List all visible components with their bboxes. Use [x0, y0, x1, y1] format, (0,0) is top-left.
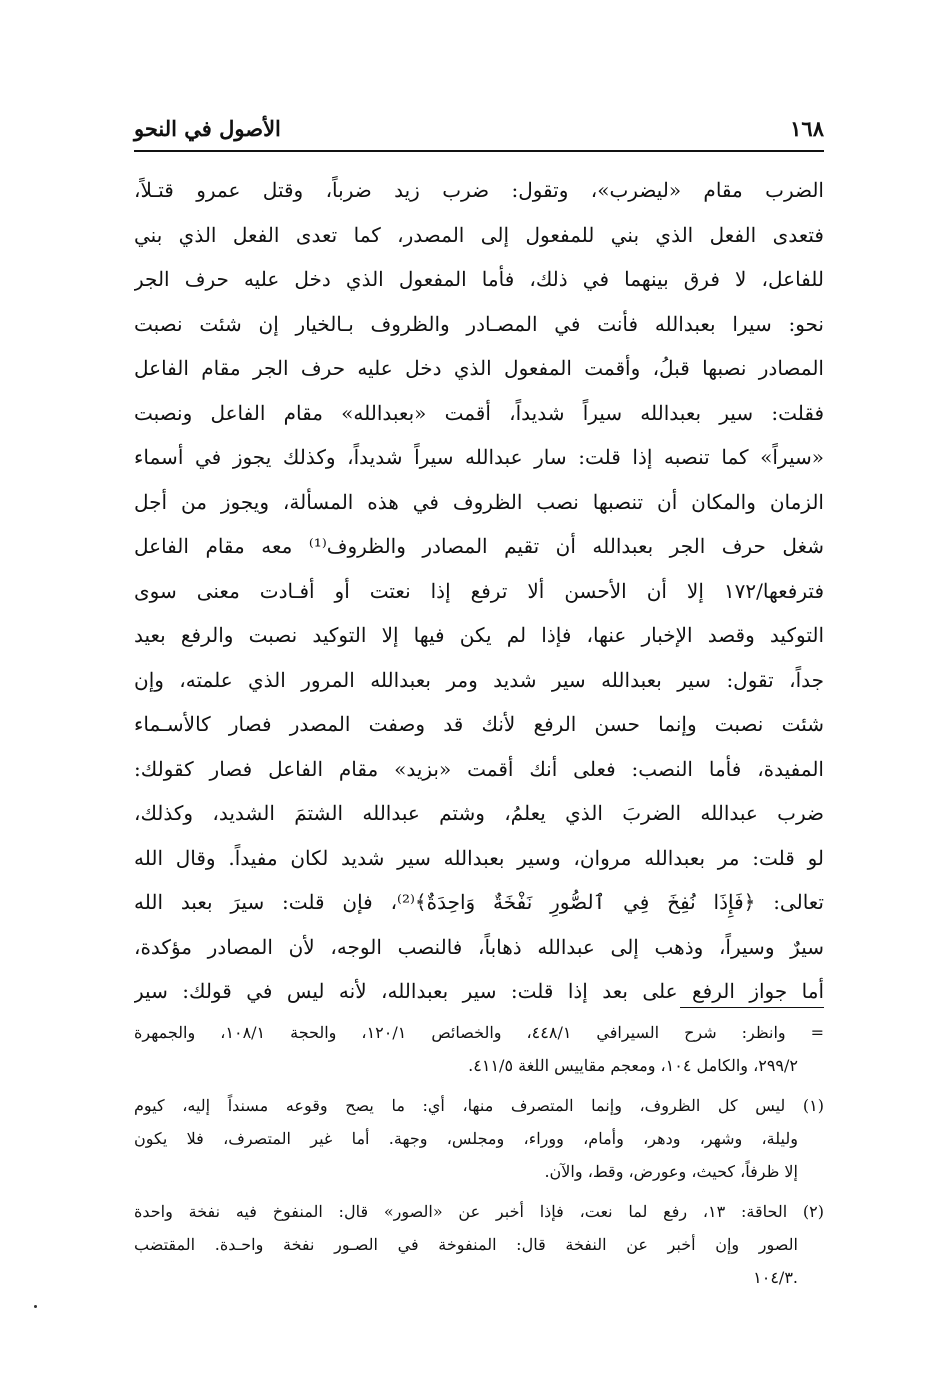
footnote-2 — [134, 1195, 824, 1294]
body-line: ضرب عبدالله الضربَ الذي يعلمُ، وشتم عبدالله الشتمَ الشديد، وكذلك، — [134, 801, 824, 825]
body-line: فتعدى الفعل الذي بني للمفعول إلى المصدر، كما تعدى الفعل الذي بني — [134, 222, 824, 247]
body-line: «سيراً» كما تنصبه إذا قلت: سار عبدالله سيراً شديداً، وكذلك يجوز في أسماء — [134, 445, 824, 469]
header-rule — [134, 150, 824, 152]
body-line: المفيدة، فأما النصب: فعلى أنك أقمت «بزيد» مقام الفاعل فصار كقولك: — [134, 756, 824, 781]
body-line: فترفعها/١٧٢ إلا أن الأحسن ألا ترفع إذا نعتت أو أفـادت معنى سوى — [134, 578, 824, 603]
page-header — [134, 112, 824, 146]
body-line: التوكيد وقصد الإخبار عنها، فإذا لم يكن فيها إلا التوكيد نصبت والرفع بعيد — [134, 623, 824, 647]
footnote-line: .١٠٤/٣ — [753, 1268, 798, 1287]
scan-speck — [34, 1305, 37, 1308]
footnote-line: وليلة، وشهر، ودهر، وأمام، ووراء، ومجلس، وجهة. أما غير المتصرف، فلا يكون — [134, 1129, 798, 1148]
body-line: أما جواز الرفع على بعد إذا قلت: سير بعبدالله، لأنه ليس في قولك: سير — [134, 979, 824, 1003]
body-line: المصادر نصبها قبلُ، وأقمت المفعول الذي دخل عليه حرف الجر مقام الفاعل — [134, 356, 824, 380]
body-line: فقلت: سير بعبدالله سيراً شديداً، أقمت «بعبدالله» مقام الفاعل ونصبت — [134, 400, 824, 425]
running-title: الأصول في النحو — [134, 116, 281, 141]
page-number: ١٦٨ — [790, 116, 824, 141]
body-line: الضرب مقام «ليضرب»، وتقول: ضرب زيد ضرباً، وقتل عمرو قتـلاً، — [134, 178, 824, 202]
body-line: شئت نصبت وإنما حسن الرفع لأنك قد وصفت المصدر فصار كالأسـماء — [134, 712, 824, 736]
footnote-line: إلا ظرفاً، كحيث، وعورض، وقط، والآن. — [544, 1162, 798, 1181]
body-line: نحو: سيرا بعبدالله فأنت في المصـادر والظروف بـالخيار إن شئت نصبت — [134, 311, 824, 336]
footnote-line: ٢٩٩/٢، والكامل ١٠٤، ومعجم مقاييس اللغة ٤١١/٥. — [468, 1056, 798, 1075]
body-line: شغل حرف الجر بعبدالله أن تقيم المصادر والظروف⁽¹⁾ معه مقام الفاعل — [134, 534, 824, 558]
body-line: تعالى: ﴿فَإِذَا نُفِخَ فِي ٱلصُّورِ نَفْخَةٌ وَاحِدَةٌ﴾⁽²⁾، فإن قلت: سيرَ بعبد الله — [134, 890, 824, 914]
footnote-1 — [134, 1089, 824, 1188]
footnote-line: = وانظر: شرح السيرافي ٤٤٨/١، والخصائص ١٢٠/١، والحجة ١٠٨/١، والجمهرة — [134, 1023, 824, 1042]
footnote-line: (٢) الحاقة: ١٣، رفع لما نعت، فإذا أخبر عن «الصور» قال: المنفوخ فيه نفخة واحدة — [134, 1202, 824, 1221]
body-line: لو قلت: مر بعبدالله مروان، وسير بعبدالله سير شديد لكان مفيداً. وقال الله — [134, 845, 824, 870]
footnote-line: (١) ليس كل الظروف، وإنما المتصرف منها، أي: ما يصح وقوعه مسنداً إليه، كيوم — [134, 1096, 824, 1115]
footnotes — [134, 1016, 824, 1301]
footnote-continuation — [134, 1016, 824, 1082]
body-line: جداً، تقول: سير بعبدالله سير شديد ومر بعبدالله المرور الذي علمته، وإن — [134, 667, 824, 692]
footnote-line: الصور وإن أخبر عن النفخة قال: المنفوخة في الصـور نفخة واحـدة. المقتضب — [134, 1235, 798, 1254]
body-line: للفاعل، لا فرق بينهما في ذلك، فأما المفعول الذي دخل عليه حرف الجر — [134, 267, 824, 291]
body-line: الزمان والمكان أن تنصبها نصب الظروف في هذه المسألة، ويجوز من أجل — [134, 489, 824, 514]
body-text — [134, 168, 824, 1014]
footnote-rule — [680, 1007, 824, 1008]
body-line: سيرٌ وسيراً، وذهب إلى عبدالله ذهاباً، فالنصب الوجه، لأن المصادر مؤكدة، — [134, 934, 824, 959]
